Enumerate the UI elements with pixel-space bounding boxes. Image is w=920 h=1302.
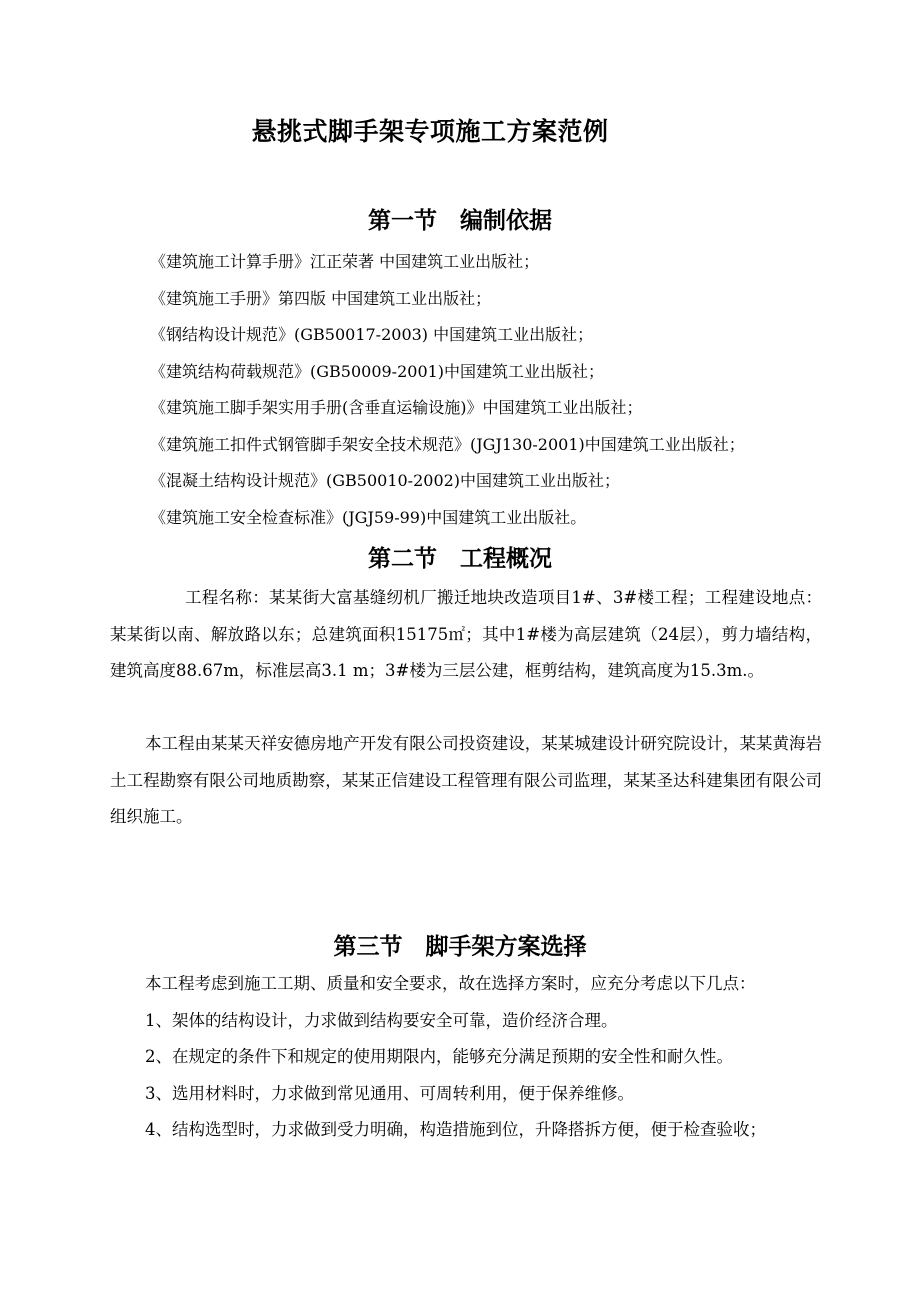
reference-item: 《钢结构设计规范》(GB50017-2003) 中国建筑工业出版社；: [150, 325, 594, 344]
consideration-item: 3、选用材料时，力求做到常见通用、可周转利用，便于保养维修。: [145, 1083, 634, 1103]
reference-item: 《建筑施工安全检查标准》(JGJ59-99)中国建筑工业出版社。: [150, 507, 587, 527]
reference-item: 《建筑施工手册》第四版 中国建筑工业出版社；: [150, 288, 492, 308]
scheme-intro: 本工程考虑到施工工期、质量和安全要求，故在选择方案时，应充分考虑以下几点：: [145, 974, 756, 993]
reference-item: 《建筑施工脚手架实用手册(含垂直运输设施)》中国建筑工业出版社；: [150, 398, 643, 417]
project-overview-paragraph: 工程名称：某某街大富基缝纫机厂搬迁地块改造项目1#、3#楼工程；工程建设地点：某某街以南、解放路以东；总建筑面积15175㎡；其中1#楼为高层建筑（24层），剪力墙结构，建筑高度88.67m，标准层高3.1 m；3#楼为三层公建，框剪结构，建筑高度为15.3m.。: [110, 588, 822, 680]
section-heading-scheme: 第三节 脚手架方案选择: [333, 934, 587, 960]
consideration-item: 1、架体的结构设计，力求做到结构要安全可靠，造价经济合理。: [145, 1010, 618, 1030]
document-title: 悬挑式脚手架专项施工方案范例: [251, 117, 609, 146]
consideration-item: 4、结构选型时，力求做到受力明确，构造措施到位，升降搭拆方便，便于检查验收；: [145, 1120, 766, 1139]
reference-list: [150, 248, 745, 540]
scheme-considerations-list: [110, 966, 822, 1149]
reference-item: 《混凝土结构设计规范》(GB50010-2002)中国建筑工业出版社；: [150, 471, 621, 490]
project-parties-paragraph: 本工程由某某天祥安德房地产开发有限公司投资建设，某某城建设计研究院设计，某某黄海岩土工程勘察有限公司地质勘察，某某正信建设工程管理有限公司监理，某某圣达科建集团有限公司组织施工。: [110, 734, 822, 826]
consideration-item: 2、在规定的条件下和规定的使用期限内，能够充分满足预期的安全性和耐久性。: [145, 1047, 733, 1066]
section-heading-overview: 第二节 工程概况: [368, 546, 552, 572]
reference-item: 《建筑结构荷载规范》(GB50009-2001)中国建筑工业出版社；: [150, 361, 605, 381]
reference-item: 《建筑施工扣件式钢管脚手架安全技术规范》(JGJ130-2001)中国建筑工业出版社；: [150, 434, 745, 454]
reference-item: 《建筑施工计算手册》江正荣著 中国建筑工业出版社；: [150, 252, 540, 271]
section-heading-basis: 第一节 编制依据: [368, 208, 552, 234]
